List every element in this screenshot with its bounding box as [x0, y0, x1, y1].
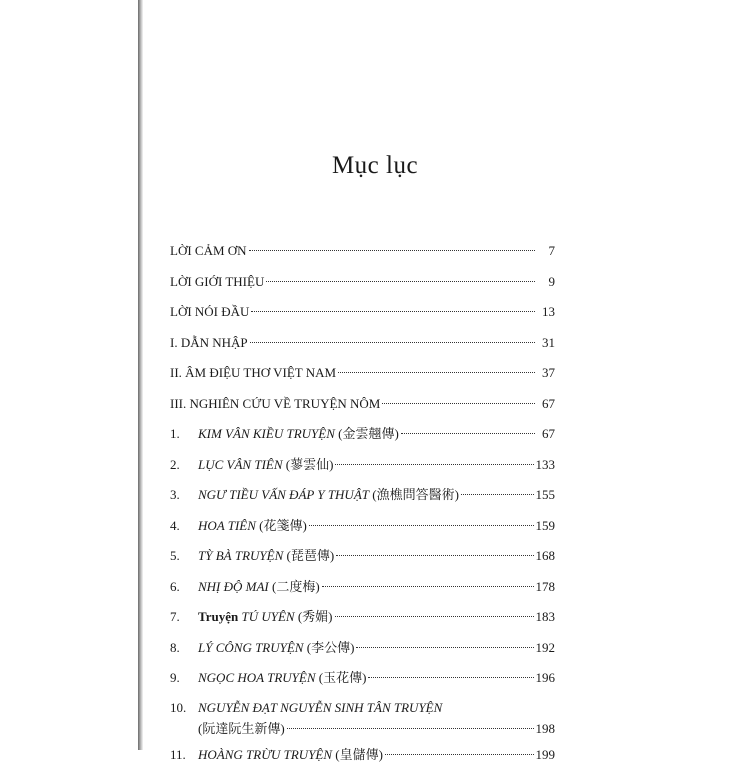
dot-leader — [336, 555, 533, 556]
dot-leader — [335, 616, 534, 617]
toc-entry-number: 4. — [170, 515, 198, 537]
toc-entry-ty-ba[interactable] — [170, 545, 555, 576]
toc-entry-number: 10. — [170, 698, 198, 718]
toc-entry-label: NGƯ TIỀU VẤN ĐÁP Y THUẬT (漁樵問答醫術) — [198, 484, 459, 506]
toc-entry-page: 178 — [536, 576, 556, 598]
toc-entry-label: KIM VÂN KIỀU TRUYỆN (金雲翹傳) — [198, 423, 399, 445]
dot-leader — [338, 372, 535, 373]
toc-entry-page: 198 — [536, 718, 556, 740]
dot-leader — [368, 677, 533, 678]
toc-entry-loi-cam-on[interactable] — [170, 240, 555, 271]
toc-entry-hoang-truu[interactable] — [170, 744, 555, 774]
toc-entry-label: LÝ CÔNG TRUYỆN (李公傳) — [198, 637, 354, 659]
dot-leader — [249, 250, 535, 251]
toc-entry-label: NGUYỄN ĐẠT NGUYỄN SINH TÂN TRUYỆN — [198, 698, 442, 718]
toc-entry-label: III. NGHIÊN CỨU VỀ TRUYỆN NÔM — [170, 393, 380, 415]
toc-entry-page: 159 — [536, 515, 556, 537]
toc-entry-label-extra: (阮達阮生新傳) — [198, 718, 285, 740]
toc-entry-label: LỜI CẢM ƠN — [170, 240, 247, 262]
toc-entry-nguyen-dat[interactable] — [170, 698, 555, 744]
toc-entry-page: 31 — [537, 332, 555, 354]
toc-entry-label: LỜI GIỚI THIỆU — [170, 271, 264, 293]
toc-entry-loi-noi-dau[interactable] — [170, 301, 555, 332]
toc-entry-luc-van-tien[interactable] — [170, 454, 555, 485]
toc-entry-hoa-tien[interactable] — [170, 515, 555, 546]
toc-entry-page: 67 — [537, 393, 555, 415]
dot-leader — [322, 586, 534, 587]
toc-entry-label: NGỌC HOA TRUYỆN (玉花傳) — [198, 667, 366, 689]
page-title: Mục lục — [0, 152, 750, 180]
toc-entry-label: NHỊ ĐỘ MAI (二度梅) — [198, 576, 320, 598]
toc-entry-number: 1. — [170, 423, 198, 445]
toc-entry-page: 9 — [537, 271, 555, 293]
toc-entry-loi-gioi-thieu[interactable] — [170, 271, 555, 302]
toc-entry-label: Truyện TÚ UYÊN (秀媚) — [198, 606, 333, 628]
toc-entry-page: 13 — [537, 301, 555, 323]
dot-leader — [356, 647, 533, 648]
toc-entry-page: 7 — [537, 240, 555, 262]
toc-entry-nghien-cuu[interactable] — [170, 393, 555, 424]
dot-leader — [382, 403, 535, 404]
book-spine-shadow — [138, 0, 143, 750]
toc-entry-label: LỤC VÂN TIÊN (蓼雲仙) — [198, 454, 333, 476]
table-of-contents — [170, 240, 555, 774]
toc-entry-number: 8. — [170, 637, 198, 659]
toc-entry-page: 133 — [536, 454, 556, 476]
toc-entry-page: 183 — [536, 606, 556, 628]
toc-entry-ly-cong[interactable] — [170, 637, 555, 668]
toc-entry-page: 196 — [536, 667, 556, 689]
toc-entry-number: 5. — [170, 545, 198, 567]
toc-entry-number: 7. — [170, 606, 198, 628]
toc-entry-am-dieu[interactable] — [170, 362, 555, 393]
dot-leader — [287, 728, 534, 729]
dot-leader — [401, 433, 535, 434]
dot-leader — [335, 464, 533, 465]
toc-entry-ngu-tieu[interactable] — [170, 484, 555, 515]
dot-leader — [251, 311, 535, 312]
toc-entry-number: 9. — [170, 667, 198, 689]
dot-leader — [250, 342, 535, 343]
toc-entry-page: 37 — [537, 362, 555, 384]
dot-leader — [385, 754, 534, 755]
toc-entry-page: 67 — [537, 423, 555, 445]
toc-entry-tu-uyen[interactable] — [170, 606, 555, 637]
toc-entry-nhi-do-mai[interactable] — [170, 576, 555, 607]
toc-entry-label: II. ÂM ĐIỆU THƠ VIỆT NAM — [170, 362, 336, 384]
dot-leader — [266, 281, 535, 282]
toc-entry-number: 11. — [170, 744, 198, 766]
toc-entry-kim-van-kieu[interactable] — [170, 423, 555, 454]
toc-entry-page: 155 — [536, 484, 556, 506]
toc-entry-label: TỲ BÀ TRUYỆN (琵琶傳) — [198, 545, 334, 567]
toc-entry-ngoc-hoa[interactable] — [170, 667, 555, 698]
toc-entry-label: HOA TIÊN (花箋傳) — [198, 515, 307, 537]
toc-entry-label: HOÀNG TRỪU TRUYỆN (皇儲傳) — [198, 744, 383, 766]
toc-entry-page: 168 — [536, 545, 556, 567]
toc-entry-label: LỜI NÓI ĐẦU — [170, 301, 249, 323]
toc-entry-number: 2. — [170, 454, 198, 476]
toc-entry-page: 192 — [536, 637, 556, 659]
dot-leader — [461, 494, 534, 495]
toc-entry-page: 199 — [536, 744, 556, 766]
dot-leader — [309, 525, 534, 526]
toc-entry-number: 6. — [170, 576, 198, 598]
toc-entry-label: I. DẪN NHẬP — [170, 332, 248, 354]
toc-entry-number: 3. — [170, 484, 198, 506]
toc-entry-dan-nhap[interactable] — [170, 332, 555, 363]
